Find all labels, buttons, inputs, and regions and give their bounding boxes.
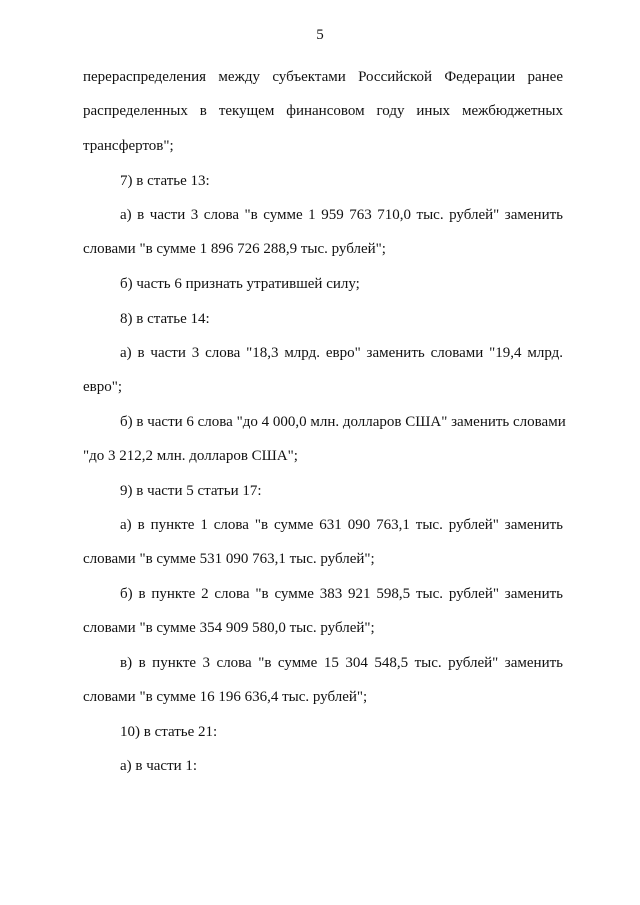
text-line: а) в части 3 слова "в сумме 1 959 763 710,0 тыс. рублей" заменить: [120, 207, 563, 223]
text-line: перераспределения между субъектами Российской Федерации ранее: [83, 69, 563, 85]
text-line: словами "в сумме 531 090 763,1 тыс. рублей";: [83, 551, 375, 567]
text-line: а) в части 3 слова "18,3 млрд. евро" заменить словами "19,4 млрд.: [120, 345, 563, 361]
text-line: б) в части 6 слова "до 4 000,0 млн. долларов США" заменить словами: [120, 414, 566, 430]
text-line: словами "в сумме 354 909 580,0 тыс. рублей";: [83, 620, 375, 636]
text-line: распределенных в текущем финансовом году иных межбюджетных: [83, 103, 563, 119]
list-item-heading: 9) в части 5 статьи 17:: [120, 483, 262, 499]
list-item-heading: 7) в статье 13:: [120, 173, 210, 189]
text-line: а) в пункте 1 слова "в сумме 631 090 763,1 тыс. рублей" заменить: [120, 517, 563, 533]
text-line: б) в пункте 2 слова "в сумме 383 921 598,5 тыс. рублей" заменить: [120, 586, 563, 602]
page-number: 5: [316, 27, 324, 43]
text-line: словами "в сумме 1 896 726 288,9 тыс. рублей";: [83, 241, 386, 257]
text-line: евро";: [83, 379, 123, 395]
text-line: б) часть 6 признать утратившей силу;: [120, 276, 360, 292]
list-item-heading: 10) в статье 21:: [120, 724, 218, 740]
text-line: трансфертов";: [83, 138, 174, 154]
list-item-heading: 8) в статье 14:: [120, 311, 210, 327]
text-line: в) в пункте 3 слова "в сумме 15 304 548,5 тыс. рублей" заменить: [120, 655, 563, 671]
text-line: а) в части 1:: [120, 758, 198, 774]
text-line: словами "в сумме 16 196 636,4 тыс. рублей";: [83, 689, 368, 705]
text-line: "до 3 212,2 млн. долларов США";: [83, 448, 298, 464]
